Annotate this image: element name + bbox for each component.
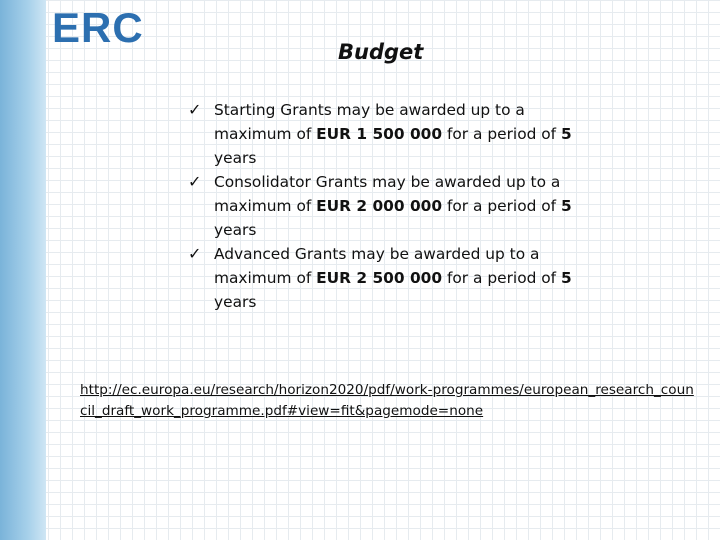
decorative-left-band	[0, 0, 46, 540]
grant-amount: EUR 2 500 000	[316, 269, 443, 287]
budget-list	[188, 98, 588, 314]
checkmark-icon: ✓	[188, 244, 202, 263]
checkmark-icon: ✓	[188, 100, 202, 119]
grant-years: 5	[561, 269, 572, 287]
list-item: ✓ Consolidator Grants may be awarded up to a maximum of EUR 2 000 000 for a period of 5 years	[188, 172, 572, 239]
checkmark-icon: ✓	[188, 172, 202, 191]
grant-amount: EUR 1 500 000	[316, 125, 443, 143]
erc-logo: ERC	[52, 4, 144, 51]
page-title: Budget	[338, 40, 424, 64]
grant-amount: EUR 2 000 000	[316, 197, 443, 215]
grant-years: 5	[561, 125, 572, 143]
list-item: ✓ Advanced Grants may be awarded up to a maximum of EUR 2 500 000 for a period of 5 years	[188, 244, 572, 311]
source-link[interactable]: http://ec.europa.eu/research/horizon2020/pdf/work-programmes/european_research_council_draft_work_programme.pdf#view=fit&pagemode=none	[80, 382, 694, 419]
grant-years: 5	[561, 197, 572, 215]
list-item: ✓ Starting Grants may be awarded up to a maximum of EUR 1 500 000 for a period of 5 years	[188, 100, 572, 167]
